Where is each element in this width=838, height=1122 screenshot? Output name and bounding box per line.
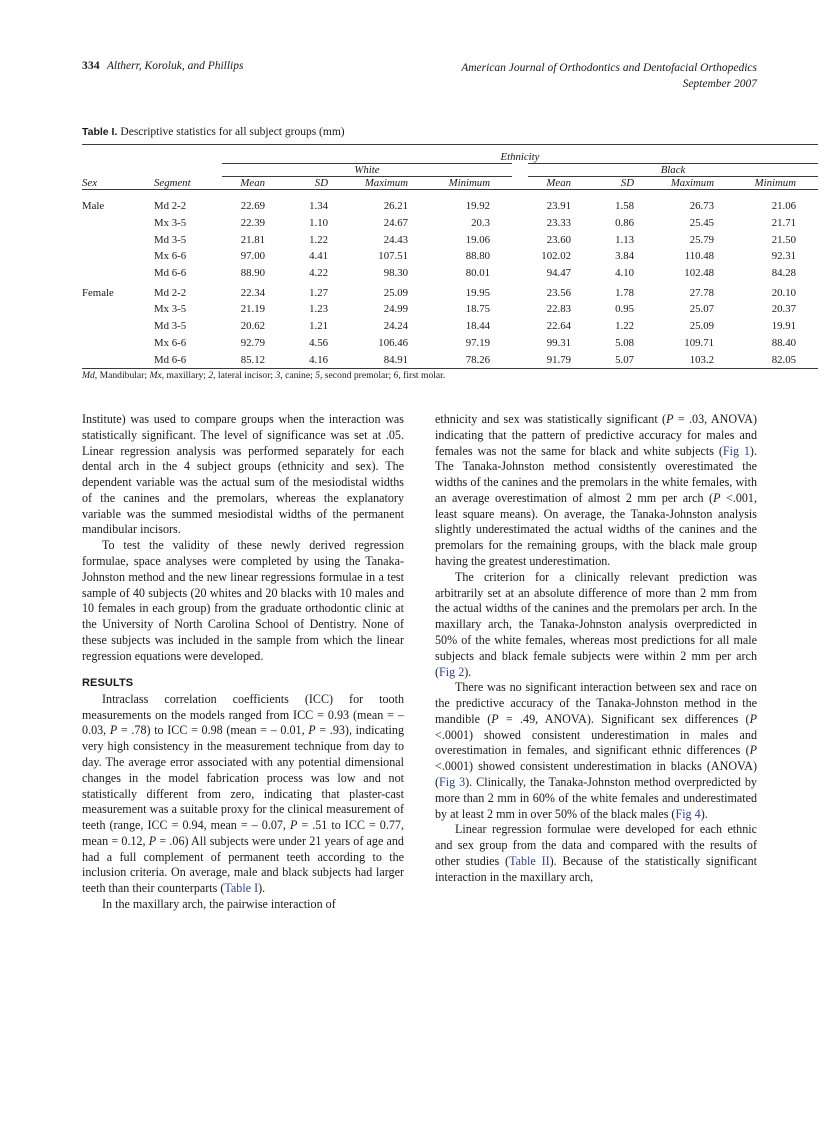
cell-segment: Md 3-5 — [154, 233, 187, 246]
cell-white-minimum: 19.06 — [465, 233, 490, 246]
cell-white-mean: 92.79 — [240, 336, 265, 349]
cell-black-maximum: 27.78 — [689, 286, 714, 299]
cell-black-maximum: 25.79 — [689, 233, 714, 246]
body-column-left — [82, 412, 404, 913]
cell-black-minimum: 21.50 — [771, 233, 796, 246]
cell-white-mean: 22.34 — [240, 286, 265, 299]
issue-date: September 2007 — [682, 78, 757, 91]
cell-sex — [82, 231, 154, 248]
link-fig-2[interactable]: Fig 2 — [439, 664, 465, 679]
column-header-black-minimum: Minimum — [736, 177, 818, 190]
cell-white-sd: 4.41 — [309, 250, 328, 263]
table-body — [82, 195, 818, 369]
table-row — [82, 195, 818, 214]
cell-black-mean: 91.79 — [546, 353, 571, 366]
column-header-black-mean: Mean — [528, 177, 591, 190]
cell-black-sd: 4.10 — [615, 267, 634, 280]
eth-text-c: ). The Tanaka-Johnston method consistently overestimated the widths of the canines and the premolars in the white females, with an average overestimation of almost 2 mm per arch ( — [435, 443, 757, 505]
cell-segment: Md 2-2 — [154, 200, 187, 212]
icc-text-e: = .06) All subjects were under 21 years of age and had a full complement of permanent teeth according to the inclusion criteria. On average, male and black subjects had larger teeth than their counterparts ( — [82, 833, 404, 896]
cell-black-maximum: 109.71 — [684, 336, 714, 349]
cell-sex — [82, 214, 154, 231]
cell-black-mean: 23.56 — [546, 286, 571, 299]
cell-white-minimum: 20.3 — [471, 216, 490, 229]
cell-white-mean: 85.12 — [240, 353, 265, 366]
heading-results: RESULTS — [82, 676, 134, 689]
cell-white-sd: 1.23 — [309, 303, 328, 316]
cell-white-sd: 1.27 — [309, 286, 328, 299]
int-text-b: = .49, ANOVA). Significant sex differences ( — [498, 711, 750, 726]
cell-white-mean: 22.39 — [240, 216, 265, 229]
cell-gap — [512, 334, 528, 351]
table-row — [82, 282, 818, 301]
cell-black-mean: 23.33 — [546, 216, 571, 229]
table-row — [82, 248, 818, 265]
paragraph-interaction — [435, 680, 757, 822]
cell-white-minimum: 78.26 — [465, 353, 490, 366]
cell-white-minimum: 19.95 — [465, 286, 490, 299]
cell-gap — [512, 195, 528, 214]
cell-black-mean: 22.64 — [546, 320, 571, 333]
cell-sex — [82, 318, 154, 335]
cell-white-mean: 20.62 — [240, 320, 265, 333]
journal-title: American Journal of Orthodontics and Dentofacial Orthopedics — [461, 62, 757, 74]
cell-sex — [82, 334, 154, 351]
cell-black-sd: 1.58 — [615, 200, 634, 212]
int-p-1: P — [491, 711, 499, 726]
paragraph-maxillary-lead: In the maxillary arch, the pairwise interaction of — [102, 897, 336, 911]
cell-white-maximum: 25.09 — [383, 286, 408, 299]
cell-sex — [82, 248, 154, 265]
cell-segment: Mx 6-6 — [154, 250, 187, 263]
icc-text-a: Intraclass correlation coefficients (ICC) for tooth measurements on the models ranged from ICC = 0.93 (mean = – 0.03, — [82, 691, 404, 738]
table-block — [82, 126, 796, 383]
link-fig-4[interactable]: Fig 4 — [675, 806, 701, 821]
cell-black-minimum: 92.31 — [771, 250, 796, 263]
icc-p-2: P — [308, 723, 316, 738]
cell-white-sd: 1.34 — [309, 200, 328, 212]
int-text-c: <.0001) showed consistent underestimation in males and overestimation in females, and significant ethnic differences ( — [435, 727, 757, 758]
cell-white-sd: 1.21 — [309, 320, 328, 333]
column-header-white-mean: Mean — [222, 177, 285, 190]
cell-gap — [512, 318, 528, 335]
table-caption — [82, 126, 757, 138]
paragraph-validity: To test the validity of these newly derived regression formulae, space analyses were completed by using the Tanaka-Johnston method and the new linear regressions formulae in a test sample of 40 subjects (20 whites and 20 blacks with 10 males and 10 females in each group) from the graduate orthodontic clinic at the University of North Carolina School of Dentistry. None of these subjects was included in the sample from which the linear regression equations were developed. — [82, 538, 404, 663]
cell-gap — [512, 282, 528, 301]
cell-segment: Md 6-6 — [154, 267, 187, 280]
table-head — [82, 145, 818, 196]
running-head-left — [82, 60, 243, 72]
cell-segment: Mx 3-5 — [154, 216, 187, 229]
link-fig-1[interactable]: Fig 1 — [722, 443, 750, 458]
column-header-white-maximum: Maximum — [348, 177, 430, 190]
cell-black-maximum: 25.09 — [689, 320, 714, 333]
cell-segment: Mx 3-5 — [154, 303, 187, 316]
paragraph-regression-formulae — [435, 822, 757, 885]
table-foot — [82, 369, 818, 383]
cell-gap — [512, 301, 528, 318]
eth-p-1: P — [666, 412, 674, 426]
table-column-header-row — [82, 177, 818, 190]
cell-gap — [512, 265, 528, 282]
cell-black-mean: 102.02 — [541, 250, 571, 263]
spanner-ethnicity: Ethnicity — [500, 151, 540, 163]
cell-white-sd: 1.22 — [309, 233, 328, 246]
column-header-black-sd: SD — [591, 177, 654, 190]
reg-text-a: Linear regression formulae were developed for each ethnic and sex group from the data and compared with the results of other studies ( — [435, 822, 757, 868]
link-fig-3[interactable]: Fig 3 — [439, 774, 466, 789]
cell-black-sd: 1.22 — [615, 320, 634, 333]
cell-sex — [82, 301, 154, 318]
cell-white-minimum: 19.92 — [465, 200, 490, 212]
paragraph-icc — [82, 692, 404, 897]
cell-white-maximum: 24.43 — [383, 233, 408, 246]
table-row — [82, 334, 818, 351]
cell-white-minimum: 88.80 — [465, 250, 490, 263]
cell-sex — [82, 351, 154, 368]
cell-black-mean: 22.83 — [546, 303, 571, 316]
cell-white-sd: 1.10 — [309, 216, 328, 229]
cell-black-mean: 23.60 — [546, 233, 571, 246]
cell-sex: Female — [82, 286, 114, 299]
cell-white-sd: 4.22 — [309, 267, 328, 280]
icc-text-c: = .93), indicating very high consistency in the measurement technique from day to day. The average error associated with any potential dimensional changes in the model fabrication process was low and not statistically different from zero, indicating that plaster-cast measurement was a suitable proxy for the clinical measurement of teeth (range, ICC = 0.94, mean = – 0.07, — [82, 723, 404, 833]
int-p-3: P — [749, 743, 757, 758]
int-text-f: ). — [700, 806, 708, 821]
cell-gap — [512, 214, 528, 231]
cell-segment: Md 2-2 — [154, 286, 187, 299]
cell-white-maximum: 106.46 — [378, 336, 408, 349]
cell-black-sd: 0.86 — [615, 216, 634, 229]
table-row — [82, 301, 818, 318]
cell-black-maximum: 25.07 — [689, 303, 714, 316]
cell-white-maximum: 98.30 — [383, 267, 408, 280]
group-header-black: Black — [528, 164, 818, 177]
cell-black-minimum: 82.05 — [771, 353, 796, 366]
running-head-authors: Altherr, Koroluk, and Phillips — [106, 60, 244, 72]
cell-white-minimum: 97.19 — [465, 336, 490, 349]
crit-text-b: ). — [464, 664, 472, 679]
table-row — [82, 265, 818, 282]
reg-text-b: ). Because of the statistically significant interaction in the maxillary arch, — [435, 853, 757, 884]
icc-text-d: = .51 to ICC = 0.77, mean = 0.12, — [82, 818, 404, 848]
cell-sex — [82, 265, 154, 282]
cell-black-minimum: 21.06 — [771, 200, 796, 212]
cell-white-mean: 22.69 — [240, 200, 265, 212]
cell-black-minimum: 20.10 — [771, 286, 796, 299]
int-text-d: <.0001) showed consistent underestimation in blacks (ANOVA) ( — [435, 759, 757, 789]
cell-white-sd: 4.16 — [309, 353, 328, 366]
cell-white-maximum: 24.24 — [383, 320, 408, 333]
cell-black-minimum: 88.40 — [771, 336, 796, 349]
column-header-white-sd: SD — [285, 177, 348, 190]
cell-white-minimum: 80.01 — [465, 267, 490, 280]
column-header-sex: Sex — [82, 177, 97, 189]
int-text-e: ). Clinically, the Tanaka-Johnston method overpredicted by more than 2 mm in 60% of the white females and underestimated by at least 2 mm in over 50% of the black males ( — [435, 774, 757, 821]
int-text-a: There was no significant interaction between sex and race on the predictive accuracy of the Tanaka-Johnston method in the mandible ( — [435, 680, 757, 726]
cell-white-minimum: 18.75 — [465, 303, 490, 316]
cell-white-maximum: 84.91 — [383, 353, 408, 366]
eth-p-2: P — [713, 490, 721, 505]
icc-p-4: P — [148, 833, 157, 848]
column-header-segment: Segment — [154, 177, 191, 189]
descriptive-statistics-table — [82, 144, 818, 383]
body-column-right — [435, 412, 757, 885]
cell-white-sd: 4.56 — [309, 336, 328, 349]
cell-segment: Mx 6-6 — [154, 336, 187, 349]
cell-black-maximum: 25.45 — [689, 216, 714, 229]
cell-black-sd: 5.07 — [615, 353, 634, 366]
cell-white-mean: 21.19 — [240, 303, 265, 316]
table-spanner-row — [82, 151, 818, 164]
cell-white-mean: 97.00 — [240, 250, 265, 263]
crit-text-a: The criterion for a clinically relevant prediction was arbitrarily set at an absolute difference of more than 2 mm from the actual widths of the canines and the premolars per arch. In the maxillary arch, the Tanaka-Johnston analysis overpredicted in 50% of the white females, whereas most predictions for all male subjects and black female subjects were within 2 mm per arch ( — [435, 569, 757, 679]
table-row — [82, 318, 818, 335]
cell-black-maximum: 26.73 — [689, 200, 714, 212]
cell-white-maximum: 26.21 — [383, 200, 408, 212]
table-label: Table I. — [82, 126, 118, 138]
cell-black-sd: 3.84 — [615, 250, 634, 263]
int-p-2: P — [749, 711, 757, 726]
group-header-white: White — [222, 164, 512, 177]
icc-text-f: ). — [258, 881, 266, 896]
cell-white-mean: 88.90 — [240, 267, 265, 280]
column-header-black-maximum: Maximum — [654, 177, 736, 190]
paragraph-criterion — [435, 570, 757, 680]
icc-p-3: P — [289, 818, 298, 833]
paragraph-institute: Institute) was used to compare groups when the interaction was statistically significant. The level of significance was set at .05. Linear regression analysis was performed separately for each dental arch in the 4 subject groups (ethnicity and sex). The dependent variable was the actual sum of the mesiodistal widths of the canines and the premolars, whereas the explanatory variable was the summed mesiodistal widths of the permanent mandibular incisors. — [82, 412, 404, 537]
cell-white-minimum: 18.44 — [465, 320, 490, 333]
eth-text-b: = .03, ANOVA) indicating that the pattern of predictive accuracy for males and females was not the same for black and white subjects ( — [435, 412, 757, 458]
icc-text-b: = .78) to ICC = 0.98 (mean = – 0.01, — [117, 723, 309, 738]
cell-gap — [512, 248, 528, 265]
table-footnote-row — [82, 370, 818, 383]
cell-white-maximum: 24.99 — [383, 303, 408, 316]
table-group-row — [82, 164, 818, 177]
cell-black-minimum: 20.37 — [771, 303, 796, 316]
table-row — [82, 214, 818, 231]
eth-text-d: <.001, least square means). On average, the Tanaka-Johnston analysis slightly underestimated the actual widths of the canines and the premolars for the remaining groups, with the black male group having the greatest underestimation. — [435, 490, 757, 569]
running-head — [82, 60, 757, 93]
table-row — [82, 231, 818, 248]
cell-white-maximum: 107.51 — [378, 250, 408, 263]
cell-white-mean: 21.81 — [240, 233, 265, 246]
running-head-right — [461, 60, 757, 93]
cell-black-sd: 5.08 — [615, 336, 634, 349]
cell-white-maximum: 24.67 — [383, 216, 408, 229]
table-footnote: Md, Mandibular; Mx, maxillary; 2, lateral incisor; 3, canine; 5, second premolar; 6, first molar. — [82, 370, 446, 382]
cell-black-mean: 94.47 — [546, 267, 571, 280]
link-table-2[interactable]: Table II — [509, 853, 550, 868]
cell-black-maximum: 103.2 — [689, 353, 714, 366]
icc-p-1: P — [109, 723, 118, 738]
link-table-1[interactable]: Table I — [224, 881, 259, 896]
column-header-white-minimum: Minimum — [430, 177, 512, 190]
cell-sex: Male — [82, 200, 105, 212]
page-number: 334 — [82, 60, 100, 72]
eth-text-a: ethnicity and sex was statistically significant ( — [435, 412, 667, 426]
cell-gap — [512, 231, 528, 248]
cell-black-mean: 23.91 — [546, 200, 571, 212]
cell-black-maximum: 102.48 — [684, 267, 714, 280]
cell-black-mean: 99.31 — [546, 336, 571, 349]
paragraph-ethnicity-sex — [435, 412, 757, 570]
cell-segment: Md 3-5 — [154, 320, 187, 333]
cell-black-sd: 1.13 — [615, 233, 634, 246]
cell-black-maximum: 110.48 — [684, 250, 714, 263]
cell-black-sd: 0.95 — [615, 303, 634, 316]
cell-black-minimum: 21.71 — [771, 216, 796, 229]
cell-black-minimum: 19.91 — [771, 320, 796, 333]
cell-segment: Md 6-6 — [154, 353, 187, 366]
table-caption-text: Descriptive statistics for all subject groups (mm) — [120, 126, 345, 138]
table-row — [82, 351, 818, 368]
cell-black-minimum: 84.28 — [771, 267, 796, 280]
cell-black-sd: 1.78 — [615, 286, 634, 299]
cell-gap — [512, 351, 528, 368]
